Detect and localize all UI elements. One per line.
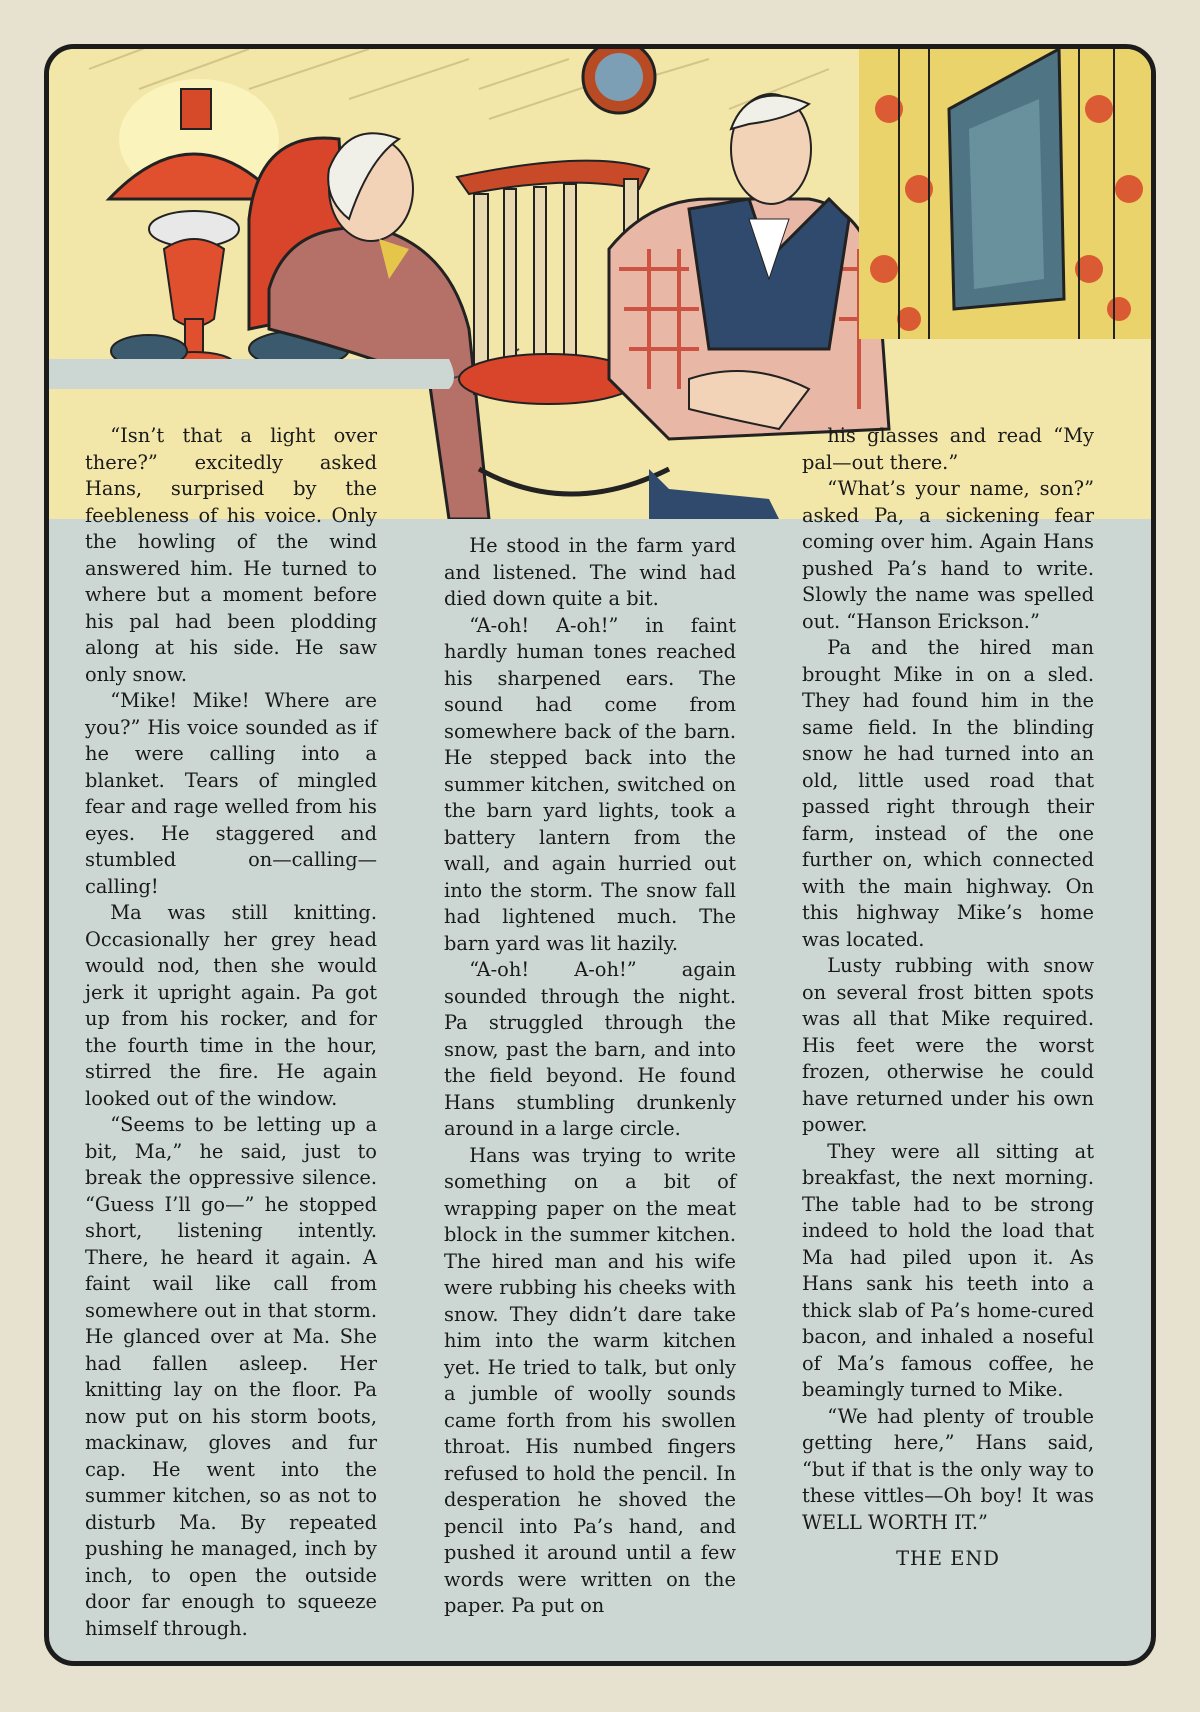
paragraph: Lusty rubbing with snow on several frost bitten spots was all that Mike required. His feet were the worst frozen, otherwise he could have returned under his own power. <box>802 954 1094 1136</box>
paragraph: “Seems to be letting up a bit, Ma,” he said, just to break the oppressive silence. “Guess I’ll go—” he stopped short, listening intently. There, he heard it again. A faint wail like call from somewhere out in that storm. He glanced over at Ma. She had fallen asleep. Her knitting lay on the floor. Pa now put on his storm boots, mackinaw, gloves and fur cap. He went into the summer kitchen, so as not to disturb Ma. By repeated pushing he managed, inch by inch, to open the outside door far enough to squeeze himself through. <box>85 1113 377 1640</box>
table-edge <box>49 359 454 389</box>
paragraph: He stood in the farm yard and listened. The wind had died down quite a bit. <box>444 534 736 610</box>
text-column-2 <box>444 533 736 1620</box>
the-end-label: THE END <box>896 1547 1000 1570</box>
text-column-3 <box>802 423 1094 1573</box>
paragraph: “A-oh! A-oh!” again sounded through the night. Pa struggled through the snow, past the barn, and into the field beyond. He found Hans stumbling drunkenly around in a large circle. <box>444 958 736 1140</box>
text-column-1 <box>85 423 377 1642</box>
paragraph: They were all sitting at breakfast, the next morning. The table had to be strong indeed to hold the load that Ma had piled upon it. As Hans sank his teeth into a thick slab of Pa’s home-cured bacon, and inhaled a noseful of Ma’s famous coffee, he beamingly turned to Mike. <box>802 1139 1094 1401</box>
page-frame <box>44 44 1156 1666</box>
paragraph: “A-oh! A-oh!” in faint hardly human tones reached his sharpened ears. The sound had come from somewhere back of the barn. He stepped back into the summer kitchen, switched on the barn yard lights, took a battery lantern from the wall, and again hurried out into the storm. The snow fall had lightened much. The barn yard was lit hazily. <box>444 613 736 955</box>
paragraph: Hans was trying to write something on a bit of wrapping paper on the meat block in the summer kitchen. The hired man and his wife were rubbing his cheeks with snow. They didn’t dare take him into the warm kitchen yet. He tried to talk, but only a jumble of woolly sounds came forth from his swollen throat. His numbed fingers refused to hold the pencil. In desperation he shoved the pencil into Pa’s hand, and pushed it around until a few words were written on the paper. Pa put on <box>444 1143 736 1617</box>
paragraph: Ma was still knitting. Occasionally her grey head would nod, then she would jerk it upright again. Pa got up from his rocker, and for the fourth time in the hour, stirred the fire. He again looked out of the window. <box>85 901 377 1110</box>
wall-mirror <box>583 49 655 113</box>
paragraph: his glasses and read “My pal—out there.” <box>802 424 1094 474</box>
paragraph: “Isn’t that a light over there?” excitedly asked Hans, surprised by the feebleness of his voice. Only the howling of the wind answered him. He turned to where but a moment before his pal had been plodding along at his side. He saw only snow. <box>85 424 377 686</box>
paragraph: “What’s your name, son?” asked Pa, a sickening fear coming over him. Again Hans pushed Pa’s hand to write. Slowly the name was spelled out. “Hanson Erickson.” <box>802 477 1094 633</box>
paragraph: Pa and the hired man brought Mike in on a sled. They had found him in the same field. In the blinding snow he had turned into an old, little used road that passed right through their farm, instead of the one further on, which connected with the main highway. On this highway Mike’s home was located. <box>802 636 1094 951</box>
paragraph: “We had plenty of trouble getting here,” Hans said, “but if that is the only way to these vittles—Oh boy! It was WELL WORTH IT.” <box>802 1404 1094 1534</box>
window-curtain <box>859 49 1151 339</box>
paragraph: “Mike! Mike! Where are you?” His voice sounded as if he were calling into a blanket. Tears of mingled fear and rage welled from his eyes. He staggered and stumbled on—calling—calling! <box>85 689 377 898</box>
